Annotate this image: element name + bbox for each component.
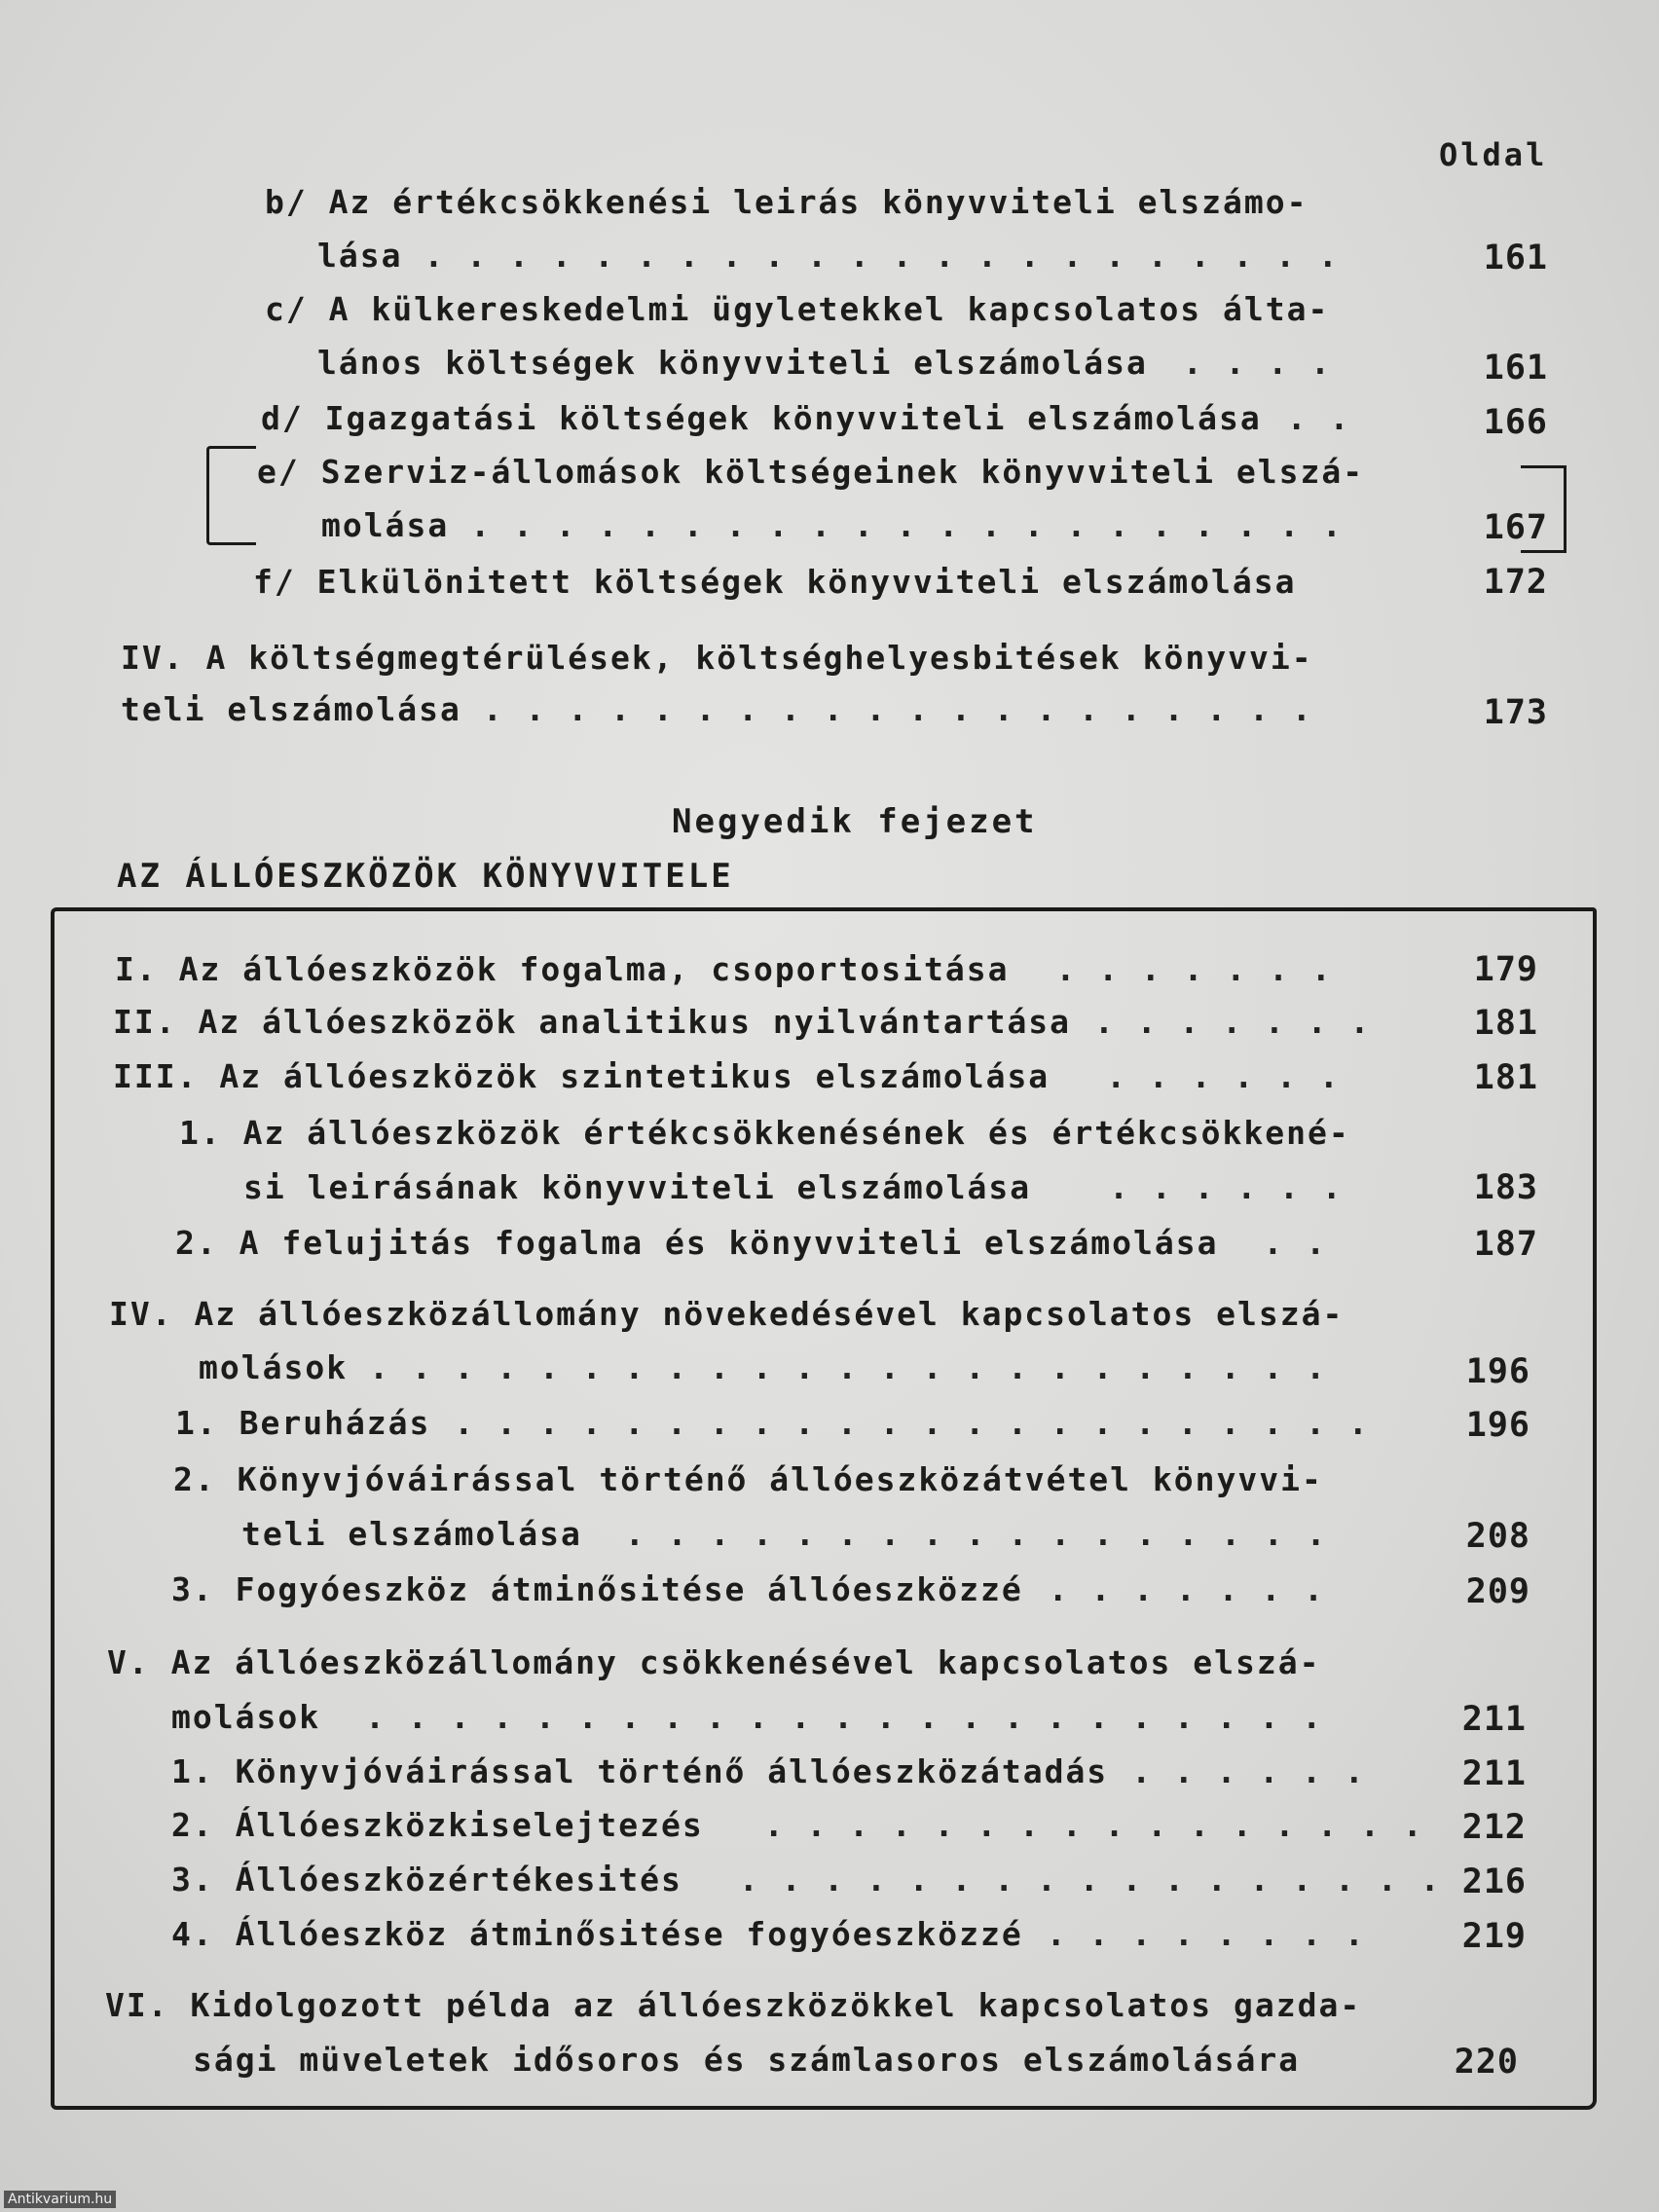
page-number: 179 [1473,950,1538,989]
toc-entry-IV-line2 [199,1348,1327,1386]
toc-entry-III-2-text: 2. A felujitás fogalma és könyvviteli elszámolása [175,1224,1219,1262]
toc-entry-VI-line1: VI. Kidolgozott példa az állóeszközökkel kapcsolatos gazda- [105,1986,1362,2024]
leader-dots: . . . . . . . . . . . . . . . . [763,1806,1424,1844]
toc-entry-V-line1: V. Az állóeszközállomány csökkenésével kapcsolatos elszá- [107,1643,1321,1681]
handwritten-bracket-left [206,446,256,545]
toc-entry-V-1-text: 1. Könyvjóváirással történő állóeszközátadás [171,1752,1109,1790]
leader-dots: . . . . . . . . . . . . . . . . . [738,1861,1442,1899]
page-number: 172 [1483,563,1548,602]
page-column-header: Oldal [1439,136,1548,173]
page-number: 219 [1461,1917,1527,1956]
page-number: 161 [1483,239,1548,277]
toc-entry-e-line1: e/ Szerviz-állomások költségeinek könyvviteli elszá- [257,453,1365,491]
leader-dots: . . . . . . . . . . . . . . . . . . . . . . . [365,1698,1324,1736]
leader-dots: . . . . . . . . . . . . . . . . . . . . . . . [369,1348,1328,1386]
toc-entry-II [113,1003,1371,1041]
toc-entry-b-line1: b/ Az értékcsökkenési leirás könyvviteli elszámo- [265,183,1309,221]
toc-entry-e-line2 [321,506,1344,544]
toc-entry-III-text: III. Az állóeszközök szintetikus elszámolása [113,1057,1051,1095]
toc-entry-IV-3-text: 3. Fogyóeszköz átminősitése állóeszközzé [171,1570,1023,1608]
toc-entry-e-text: molása [321,506,450,544]
page-number: 187 [1473,1225,1538,1264]
leader-dots: . . . . . . . [1055,950,1333,988]
toc-entry-iv-line2 [121,690,1313,728]
toc-entry-c-text: lános költségek könyvviteli elszámolása [317,344,1148,382]
toc-entry-III-1-line2 [243,1168,1344,1206]
toc-entry-V-4-text: 4. Állóeszköz átminősitése fogyóeszközzé [171,1915,1023,1953]
toc-entry-V-text: molások [171,1698,321,1736]
page-number: 208 [1465,1517,1530,1556]
toc-entry-II-text: II. Az állóeszközök analitikus nyilvántartása [113,1003,1072,1041]
toc-entry-c-line1: c/ A külkereskedelmi ügyletekkel kapcsolatos álta- [265,290,1330,328]
toc-entry-iv-line1: IV. A költségmegtérülések, költséghelyesbitések könyvvi- [121,639,1313,677]
page-number: 211 [1461,1754,1527,1793]
toc-entry-III-2 [175,1224,1327,1262]
toc-entry-V-line2 [171,1698,1323,1736]
leader-dots: . . . . . . . . . . . . . . . . . [624,1515,1328,1553]
toc-entry-IV-text: molások [199,1348,349,1386]
chapter-number: Negyedik fejezet [672,802,1038,841]
leader-dots: . . . . . . . . [1046,1915,1366,1953]
leader-dots: . . . . . . [1106,1057,1341,1095]
leader-dots: . . . . . . . [1094,1003,1372,1041]
page-number: 183 [1473,1168,1538,1207]
toc-entry-V-3 [171,1861,1441,1899]
page-number: 220 [1454,2043,1519,2082]
toc-entry-V-3-text: 3. Állóeszközértékesités [171,1861,682,1899]
page-number: 196 [1465,1352,1530,1391]
page-number: 196 [1465,1406,1530,1445]
toc-entry-III-1-text: si leirásának könyvviteli elszámolása [243,1168,1032,1206]
toc-entry-IV-1 [175,1404,1370,1442]
toc-entry-I [115,950,1333,988]
toc-entry-IV-2-text: teli elszámolása [241,1515,582,1553]
toc-entry-III [113,1057,1341,1095]
toc-entry-V-4 [171,1915,1366,1953]
page-number: 173 [1483,693,1548,732]
toc-entry-b-line2 [317,237,1340,275]
toc-entry-III-1-line1: 1. Az állóeszközök értékcsökkenésének és értékcsökkené- [179,1114,1350,1152]
page-number: 161 [1483,349,1548,387]
toc-entry-IV-3 [171,1570,1325,1608]
page-number: 181 [1473,1058,1538,1097]
toc-entry-V-2-text: 2. Állóeszközkiselejtezés [171,1806,704,1844]
leader-dots: . . . . . . [1131,1752,1366,1790]
leader-dots: . . . . . . . [1048,1570,1325,1608]
toc-entry-IV-2-line2 [241,1515,1328,1553]
toc-entry-iv-text: teli elszámolása [121,690,461,728]
toc-entry-IV-1-text: 1. Beruházás [175,1404,431,1442]
page-number: 167 [1483,508,1548,547]
toc-entry-c-line2 [317,344,1332,382]
toc-entry-I-text: I. Az állóeszközök fogalma, csoportositása [115,950,1010,988]
toc-entry-V-2 [171,1806,1424,1844]
leader-dots: . . [1286,399,1351,437]
leader-dots: . . . . . . . . . . . . . . . . . . . . . [470,506,1344,544]
page-number: 216 [1461,1862,1527,1901]
watermark: Antikvarium.hu [4,2191,116,2208]
toc-entry-IV-line1: IV. Az állóeszközállomány növekedésével kapcsolatos elszá- [109,1295,1345,1333]
leader-dots: . . . . . . [1109,1168,1344,1206]
page-number: 181 [1473,1004,1538,1043]
page-number: 166 [1483,403,1548,442]
handwritten-bracket-right [1521,465,1567,553]
toc-entry-b-text: lása [317,237,403,275]
page-number: 209 [1465,1572,1530,1611]
toc-entry-f: f/ Elkülönitett költségek könyvviteli elszámolása [253,563,1297,601]
toc-entry-VI-line2: sági müveletek idősoros és számlasoros elszámolására [193,2041,1301,2079]
leader-dots: . . . . . . . . . . . . . . . . . . . . . . [454,1404,1370,1442]
page-number: 212 [1461,1808,1527,1847]
leader-dots: . . [1263,1224,1328,1262]
leader-dots: . . . . [1182,344,1332,382]
page-number: 211 [1461,1700,1527,1739]
toc-entry-V-1 [171,1752,1366,1790]
leader-dots: . . . . . . . . . . . . . . . . . . . . [482,690,1313,728]
toc-entry-IV-2-line1: 2. Könyvjóváirással történő állóeszközátvétel könyvvi- [173,1460,1323,1498]
chapter-title: AZ ÁLLÓESZKÖZÖK KÖNYVVITELE [117,857,734,896]
toc-entry-d [261,399,1350,437]
leader-dots: . . . . . . . . . . . . . . . . . . . . . . [424,237,1340,275]
toc-entry-d-text: d/ Igazgatási költségek könyvviteli elszámolása [261,399,1262,437]
